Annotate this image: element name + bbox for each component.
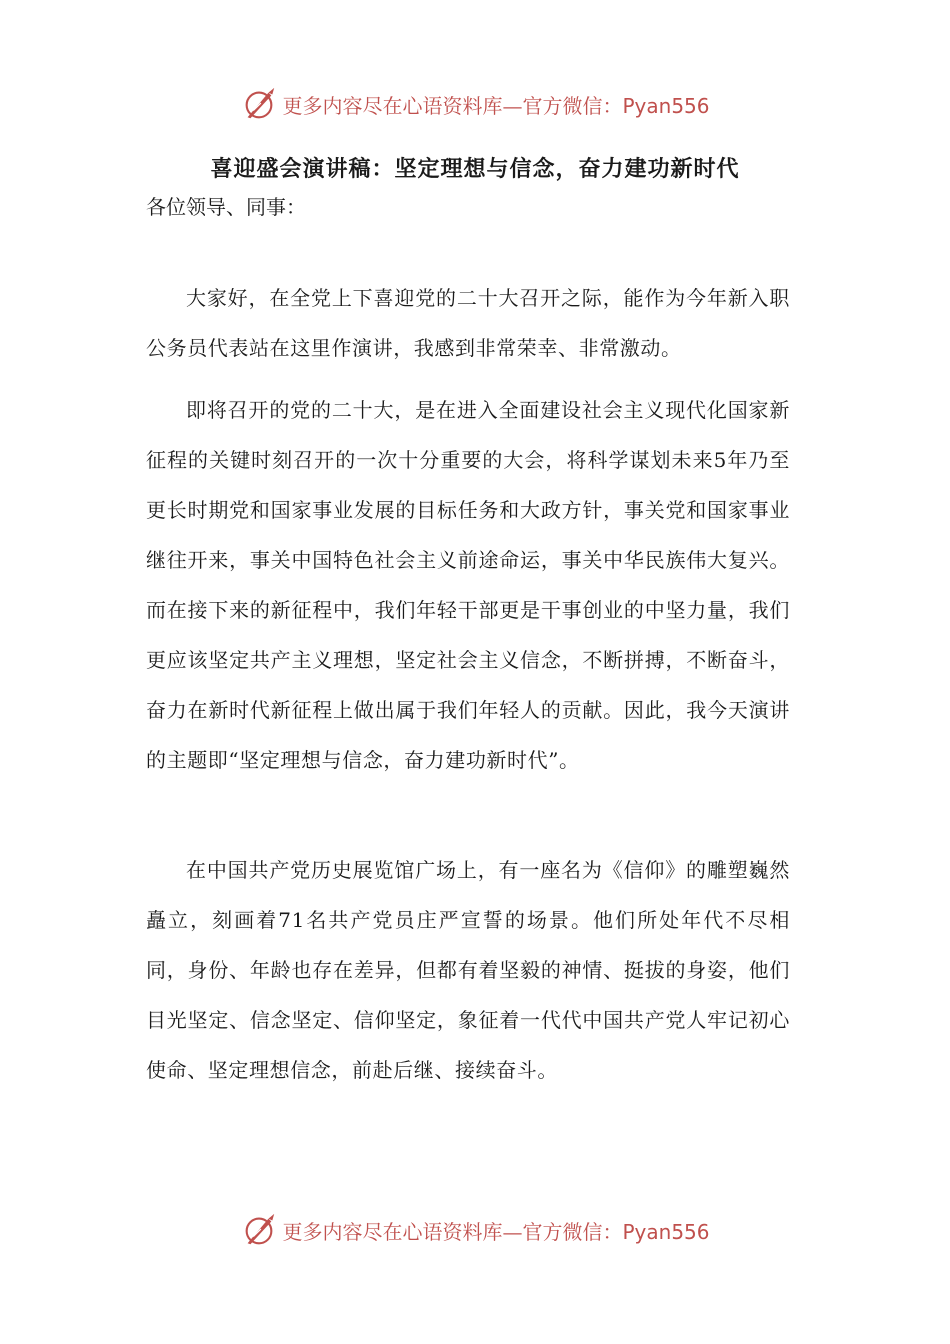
paragraph-3: 在中国共产党历史展览馆广场上，有一座名为《信仰》的雕塑巍然矗立，刻画着71名共产党员庄严宣誓的场景。他们所处年代不尽相同，身份、年龄也存在差异，但都有着坚毅的神情、挺拔的身姿，他们目光坚定、信念坚定、信仰坚定，象征着一代代中国共产党人牢记初心使命、坚定理想信念，前赴后继、接续奋斗。 [146,858,790,1082]
quill-pen-logo-icon [240,85,278,123]
banner-text: 更多内容尽在心语资料库—官方微信：Pyan556 [282,93,710,118]
greeting: 各位领导、同事： [146,195,306,219]
footer-banner [0,1210,950,1250]
banner-text: 更多内容尽在心语资料库—官方微信：Pyan556 [282,1219,710,1244]
document-title: 喜迎盛会演讲稿：坚定理想与信念，奋力建功新时代 [210,157,740,182]
banner-brand: Pyan556 [622,1219,710,1244]
header-banner [0,84,950,124]
banner-brand: Pyan556 [622,93,710,118]
paragraph-1: 大家好，在全党上下喜迎党的二十大召开之际，能作为今年新入职公务员代表站在这里作演讲，我感到非常荣幸、非常激动。 [146,286,790,360]
paragraph-2: 即将召开的党的二十大，是在进入全面建设社会主义现代化国家新征程的关键时刻召开的一次十分重要的大会，将科学谋划未来5年乃至更长时期党和国家事业发展的目标任务和大政方针，事关党和国家事业继往开来，事关中国特色社会主义前途命运，事关中华民族伟大复兴。而在接下来的新征程中，我们年轻干部更是干事创业的中坚力量，我们更应该坚定共产主义理想，坚定社会主义信念，不断拼搏，不断奋斗，奋力在新时代新征程上做出属于我们年轻人的贡献。因此，我今天演讲的主题即“坚定理想与信念，奋力建功新时代”。 [146,398,790,772]
quill-pen-logo-icon [240,1211,278,1249]
